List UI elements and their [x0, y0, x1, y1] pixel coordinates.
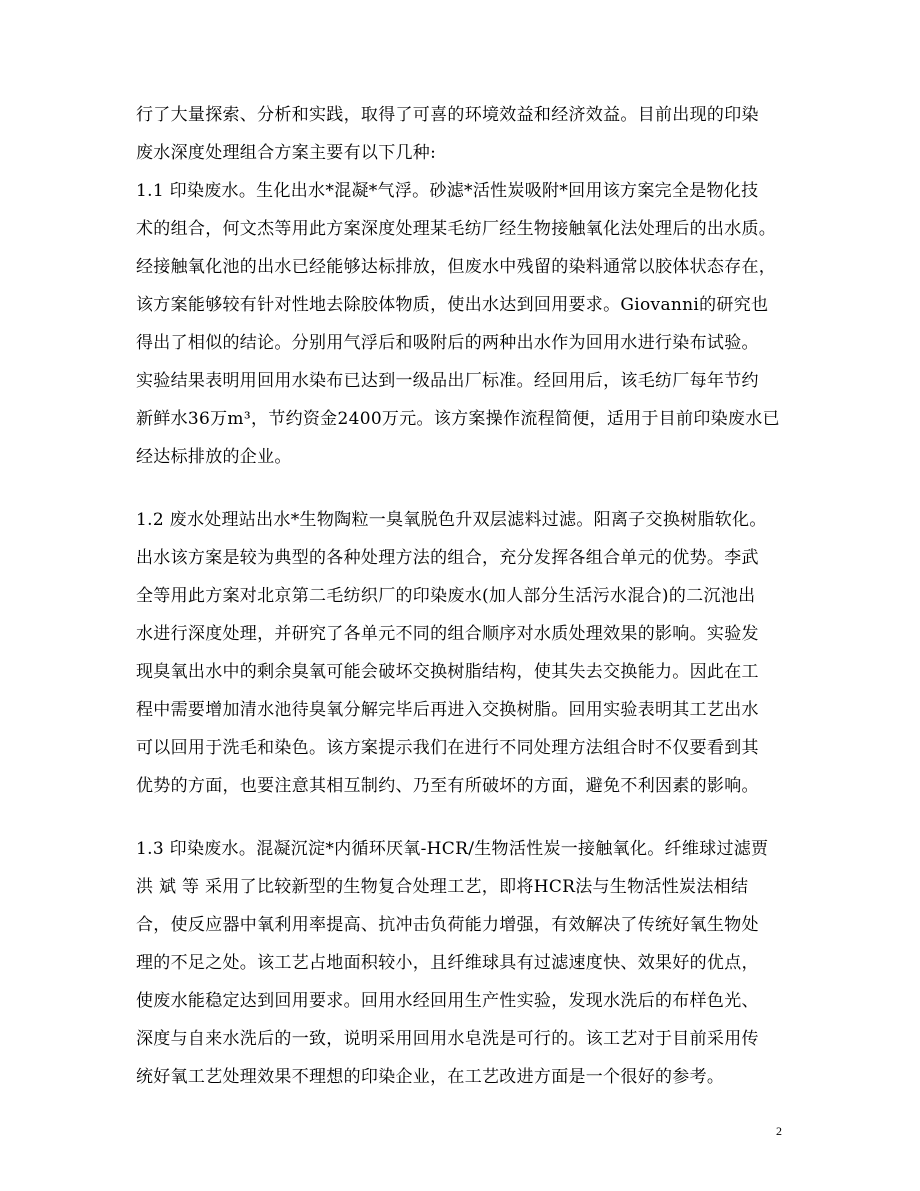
text-line: 经达标排放的企业。: [136, 447, 292, 467]
text-line: 可以回用于洗毛和染色。该方案提示我们在进行不同处理方法组合时不仅要看到其: [136, 738, 759, 758]
text-line: 程中需要增加清水池待臭氧分解完毕后再进入交换树脂。回用实验表明其工艺出水: [136, 700, 759, 720]
text-line: 理的不足之处。该工艺占地面积较小，且纤维球具有过滤速度快、效果好的优点，: [136, 953, 759, 973]
text-line: 得出了相似的结论。分别用气浮后和吸附后的两种出水作为回用水进行染布试验。: [136, 333, 759, 353]
text-line: 该方案能够较有针对性地去除胶体物质，使出水达到回用要求。Giovanni的研究也: [136, 295, 769, 315]
text-line: 1.2 废水处理站出水*生物陶粒一臭氧脱色升双层滤料过滤。阳离子交换树脂软化。: [136, 510, 767, 530]
text-line: 优势的方面，也要注意其相互制约、乃至有所破坏的方面，避免不利因素的影响。: [136, 776, 759, 796]
text-line: 水进行深度处理，并研究了各单元不同的组合顺序对水质处理效果的影响。实验发: [136, 624, 759, 644]
text-line: 现臭氧出水中的剩余臭氧可能会破坏交换树脂结构，使其失去交换能力。因此在工: [136, 662, 759, 682]
text-line: 行了大量探索、分析和实践，取得了可喜的环境效益和经济效益。目前出现的印染: [136, 105, 759, 125]
text-line: 使废水能稳定达到回用要求。回用水经回用生产性实验，发现水洗后的布样色光、: [136, 991, 759, 1011]
text-line: 1.3 印染废水。混凝沉淀*内循环厌氧-HCR/生物活性炭一接触氧化。纤维球过滤贾: [136, 839, 769, 859]
text-line: 经接触氧化池的出水已经能够达标排放，但废水中残留的染料通常以胶体状态存在，: [136, 257, 777, 277]
text-line: 新鲜水36万m³，节约资金2400万元。该方案操作流程简便，适用于目前印染废水已: [136, 409, 780, 429]
text-line: 全等用此方案对北京第二毛纺织厂的印染废水(加人部分生活污水混合)的二沉池出: [136, 586, 756, 606]
text-line: 废水深度处理组合方案主要有以下几种:: [136, 143, 437, 163]
text-line: 出水该方案是较为典型的各种处理方法的组合，充分发挥各组合单元的优势。李武: [136, 548, 759, 568]
text-line: 深度与自来水洗后的一致，说明采用回用水皂洗是可行的。该工艺对于目前采用传: [136, 1029, 759, 1049]
text-line: 术的组合，何文杰等用此方案深度处理某毛纺厂经生物接触氧化法处理后的出水质。: [136, 219, 777, 239]
text-line: 1.1 印染废水。生化出水*混凝*气浮。砂滤*活性炭吸附*回用该方案完全是物化技: [136, 181, 759, 201]
text-line: 统好氧工艺处理效果不理想的印染企业，在工艺改进方面是一个很好的参考。: [136, 1067, 725, 1087]
text-line: 洪 斌 等 采用了比较新型的生物复合处理工艺，即将HCR法与生物活性炭法相结: [136, 877, 749, 897]
page-number: 2: [776, 1124, 782, 1138]
text-line: 实验结果表明用回用水染布已达到一级品出厂标准。经回用后，该毛纺厂每年节约: [136, 371, 759, 391]
text-line: 合，使反应器中氧利用率提高、抗冲击负荷能力增强，有效解决了传统好氧生物处: [136, 915, 759, 935]
